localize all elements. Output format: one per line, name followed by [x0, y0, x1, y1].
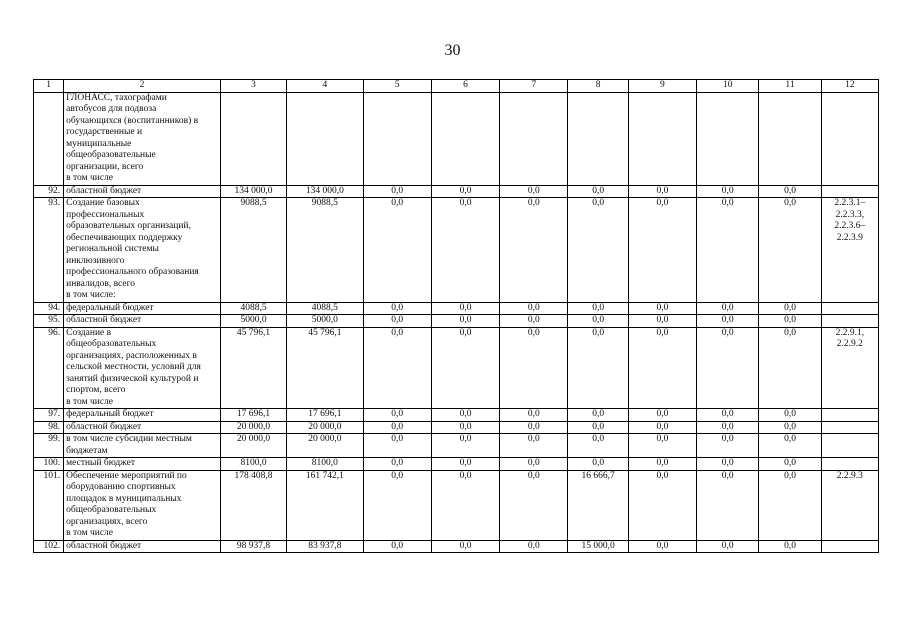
row-number	[34, 92, 64, 185]
cell-col7: 0,0	[500, 434, 568, 458]
cell-col5: 0,0	[363, 409, 431, 422]
cell-col7: 0,0	[500, 409, 568, 422]
cell-col11: 0,0	[759, 327, 821, 409]
table-row	[34, 327, 879, 409]
cell-col8: 0,0	[568, 421, 628, 434]
cell-col9: 0,0	[628, 327, 696, 409]
cell-col6: 0,0	[431, 470, 499, 540]
cell-col6: 0,0	[431, 540, 499, 553]
cell-col8: 0,0	[568, 327, 628, 409]
cell-reference	[821, 185, 878, 198]
cell-col7: 0,0	[500, 185, 568, 198]
cell-col3: 9088,5	[220, 198, 286, 303]
row-name: Создание базовых профессиональных образовательных организаций, обеспечивающих поддержку региональной системы инклюзивного профессионального образования инвалидов, всего в том числе:	[64, 198, 221, 303]
row-number: 96.	[34, 327, 64, 409]
cell-reference	[821, 302, 878, 315]
cell-reference: 2.2.9.1, 2.2.9.2	[821, 327, 878, 409]
cell-col5: 0,0	[363, 198, 431, 303]
row-number: 97.	[34, 409, 64, 422]
cell-col11	[759, 92, 821, 185]
table-row	[34, 409, 879, 422]
cell-col8: 0,0	[568, 434, 628, 458]
cell-reference	[821, 434, 878, 458]
header-row	[34, 80, 879, 93]
cell-col11: 0,0	[759, 302, 821, 315]
cell-reference	[821, 409, 878, 422]
cell-col6: 0,0	[431, 434, 499, 458]
cell-col4: 45 796,1	[287, 327, 363, 409]
cell-col3	[220, 92, 286, 185]
row-name: областной бюджет	[64, 185, 221, 198]
column-header: 3	[220, 80, 286, 93]
cell-col4	[287, 92, 363, 185]
cell-col10: 0,0	[697, 198, 759, 303]
cell-col5: 0,0	[363, 421, 431, 434]
cell-col4: 20 000,0	[287, 434, 363, 458]
cell-col10	[697, 92, 759, 185]
cell-reference	[821, 92, 878, 185]
row-name: областной бюджет	[64, 315, 221, 328]
cell-col11: 0,0	[759, 421, 821, 434]
cell-col3: 20 000,0	[220, 434, 286, 458]
cell-col8: 0,0	[568, 315, 628, 328]
cell-col4: 161 742,1	[287, 470, 363, 540]
table-row	[34, 458, 879, 471]
row-number: 95.	[34, 315, 64, 328]
row-number: 99.	[34, 434, 64, 458]
cell-col8: 0,0	[568, 302, 628, 315]
cell-reference: 2.2.3.1– 2.2.3.3, 2.2.3.6– 2.2.3.9	[821, 198, 878, 303]
row-number: 98.	[34, 421, 64, 434]
column-header: 12	[821, 80, 878, 93]
budget-table	[33, 79, 879, 553]
cell-col8: 15 000,0	[568, 540, 628, 553]
cell-col3: 98 937,8	[220, 540, 286, 553]
cell-col4: 83 937,8	[287, 540, 363, 553]
row-number: 102.	[34, 540, 64, 553]
cell-col5: 0,0	[363, 302, 431, 315]
cell-col9: 0,0	[628, 315, 696, 328]
cell-col6	[431, 92, 499, 185]
cell-col10: 0,0	[697, 315, 759, 328]
cell-col9	[628, 92, 696, 185]
cell-col10: 0,0	[697, 327, 759, 409]
cell-col7: 0,0	[500, 540, 568, 553]
cell-col9: 0,0	[628, 409, 696, 422]
cell-col10: 0,0	[697, 185, 759, 198]
table-row	[34, 421, 879, 434]
cell-col3: 45 796,1	[220, 327, 286, 409]
table-row	[34, 470, 879, 540]
cell-col7: 0,0	[500, 327, 568, 409]
row-number: 93.	[34, 198, 64, 303]
cell-col11: 0,0	[759, 185, 821, 198]
cell-col10: 0,0	[697, 421, 759, 434]
cell-col8: 0,0	[568, 185, 628, 198]
cell-col4: 20 000,0	[287, 421, 363, 434]
cell-col5	[363, 92, 431, 185]
cell-col5: 0,0	[363, 434, 431, 458]
cell-col7: 0,0	[500, 315, 568, 328]
table-row	[34, 315, 879, 328]
cell-col9: 0,0	[628, 458, 696, 471]
cell-col6: 0,0	[431, 409, 499, 422]
cell-col4: 17 696,1	[287, 409, 363, 422]
cell-col10: 0,0	[697, 302, 759, 315]
cell-col6: 0,0	[431, 421, 499, 434]
row-name: местный бюджет	[64, 458, 221, 471]
cell-col3: 8100,0	[220, 458, 286, 471]
cell-reference	[821, 540, 878, 553]
row-name: ГЛОНАСС, тахографами автобусов для подвоза обучающихся (воспитанников) в государственные и муниципальные общеобразовательные организации, всего в том числе	[64, 92, 221, 185]
cell-col8	[568, 92, 628, 185]
cell-col3: 5000,0	[220, 315, 286, 328]
table-row	[34, 434, 879, 458]
cell-col6: 0,0	[431, 315, 499, 328]
cell-col11: 0,0	[759, 198, 821, 303]
cell-reference	[821, 458, 878, 471]
cell-reference: 2.2.9.3	[821, 470, 878, 540]
column-header: 1	[34, 80, 64, 93]
column-header: 10	[697, 80, 759, 93]
cell-col7: 0,0	[500, 470, 568, 540]
cell-col11: 0,0	[759, 540, 821, 553]
cell-col4: 134 000,0	[287, 185, 363, 198]
cell-col3: 17 696,1	[220, 409, 286, 422]
cell-col11: 0,0	[759, 470, 821, 540]
cell-col9: 0,0	[628, 540, 696, 553]
cell-col11: 0,0	[759, 409, 821, 422]
cell-col7: 0,0	[500, 302, 568, 315]
cell-col7: 0,0	[500, 198, 568, 303]
page-number: 30	[444, 42, 461, 59]
column-header: 8	[568, 80, 628, 93]
cell-col5: 0,0	[363, 458, 431, 471]
cell-col6: 0,0	[431, 458, 499, 471]
row-name: федеральный бюджет	[64, 409, 221, 422]
cell-col9: 0,0	[628, 302, 696, 315]
column-header: 6	[431, 80, 499, 93]
table-row	[34, 185, 879, 198]
row-name: областной бюджет	[64, 421, 221, 434]
cell-col6: 0,0	[431, 185, 499, 198]
cell-col5: 0,0	[363, 315, 431, 328]
row-name: федеральный бюджет	[64, 302, 221, 315]
cell-col6: 0,0	[431, 302, 499, 315]
cell-col3: 4088,5	[220, 302, 286, 315]
cell-col3: 134 000,0	[220, 185, 286, 198]
cell-col10: 0,0	[697, 409, 759, 422]
cell-col10: 0,0	[697, 434, 759, 458]
table-row	[34, 198, 879, 303]
cell-col4: 8100,0	[287, 458, 363, 471]
row-number: 100.	[34, 458, 64, 471]
column-header: 2	[64, 80, 221, 93]
row-name: в том числе субсидии местным бюджетам	[64, 434, 221, 458]
row-name: областной бюджет	[64, 540, 221, 553]
cell-col5: 0,0	[363, 185, 431, 198]
column-header: 7	[500, 80, 568, 93]
row-name: Обеспечение мероприятий по оборудованию спортивных площадок в муниципальных общеобразовательных организациях, всего в том числе	[64, 470, 221, 540]
row-number: 94.	[34, 302, 64, 315]
cell-col7	[500, 92, 568, 185]
row-number: 92.	[34, 185, 64, 198]
table-row	[34, 302, 879, 315]
cell-col8: 0,0	[568, 198, 628, 303]
column-header: 11	[759, 80, 821, 93]
cell-col9: 0,0	[628, 421, 696, 434]
cell-col3: 178 408,8	[220, 470, 286, 540]
cell-col9: 0,0	[628, 198, 696, 303]
cell-reference	[821, 315, 878, 328]
cell-col11: 0,0	[759, 434, 821, 458]
column-header: 4	[287, 80, 363, 93]
cell-reference	[821, 421, 878, 434]
cell-col6: 0,0	[431, 198, 499, 303]
cell-col5: 0,0	[363, 540, 431, 553]
cell-col10: 0,0	[697, 458, 759, 471]
row-number: 101.	[34, 470, 64, 540]
cell-col8: 16 666,7	[568, 470, 628, 540]
cell-col6: 0,0	[431, 327, 499, 409]
row-name: Создание в общеобразовательных организациях, расположенных в сельской местности, условий для занятий физической культурой и спортом, всего в том числе	[64, 327, 221, 409]
cell-col4: 5000,0	[287, 315, 363, 328]
cell-col8: 0,0	[568, 458, 628, 471]
cell-col7: 0,0	[500, 458, 568, 471]
cell-col5: 0,0	[363, 327, 431, 409]
cell-col11: 0,0	[759, 315, 821, 328]
cell-col8: 0,0	[568, 409, 628, 422]
table-row	[34, 540, 879, 553]
cell-col10: 0,0	[697, 540, 759, 553]
column-header: 5	[363, 80, 431, 93]
cell-col7: 0,0	[500, 421, 568, 434]
cell-col11: 0,0	[759, 458, 821, 471]
cell-col9: 0,0	[628, 434, 696, 458]
cell-col9: 0,0	[628, 470, 696, 540]
cell-col4: 9088,5	[287, 198, 363, 303]
cell-col5: 0,0	[363, 470, 431, 540]
cell-col4: 4088,5	[287, 302, 363, 315]
cell-col10: 0,0	[697, 470, 759, 540]
cell-col9: 0,0	[628, 185, 696, 198]
cell-col3: 20 000,0	[220, 421, 286, 434]
column-header: 9	[628, 80, 696, 93]
table-row	[34, 92, 879, 185]
